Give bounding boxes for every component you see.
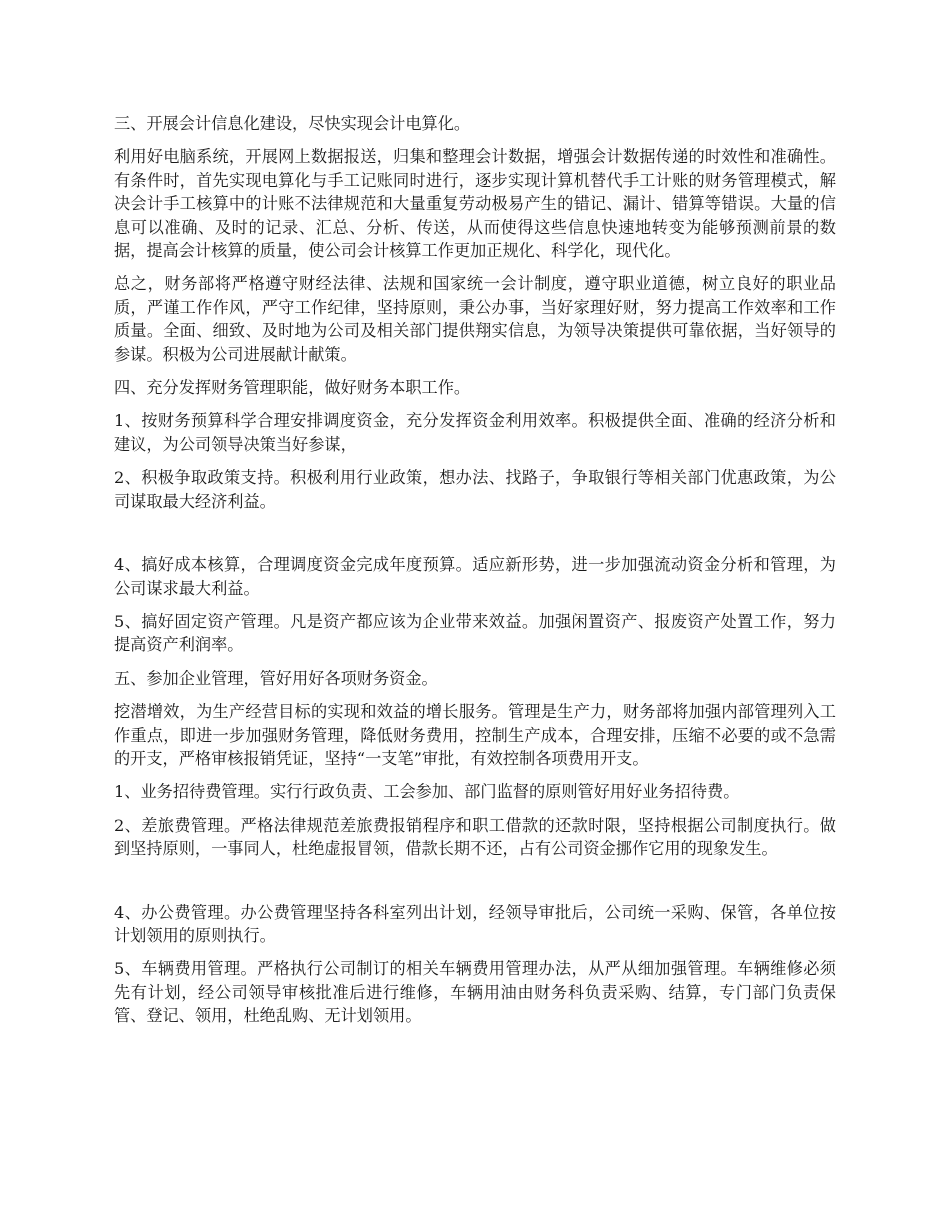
paragraph: 总之，财务部将严格遵守财经法律、法规和国家统一会计制度，遵守职业道德，树立良好的职业品质，严谨工作作风，严守工作纪律，坚持原则，秉公办事，当好家理好财，努力提高工作效率和工作质量。全面、细致、及时地为公司及相关部门提供翔实信息，为领导决策提供可靠依据，当好领导的参谋。积极为公司进展献计献策。 [114,274,836,364]
list-item: 2、差旅费管理。严格法律规范差旅费报销程序和职工借款的还款时限，坚持根据公司制度执行。做到坚持原则，一事同人，杜绝虚报冒领，借款长期不还，占有公司资金挪作它用的现象发生。 [114,815,836,859]
list-item: 2、积极争取政策支持。积极利用行业政策，想办法、找路子，争取银行等相关部门优惠政策，为公司谋取最大经济利益。 [114,468,836,511]
list-item: 1、业务招待费管理。实行行政负责、工会参加、部门监督的原则管好用好业务招待费。 [114,782,740,802]
list-item: 4、搞好成本核算，合理调度资金完成年度预算。适应新形势，进一步加强流动资金分析和管理，为公司谋求最大利益。 [114,555,836,598]
paragraph: 挖潜增效，为生产经营目标的实现和效益的增长服务。管理是生产力，财务部将加强内部管理列入工作重点，即进一步加强财务管理，降低财务费用，控制生产成本，合理安排，压缩不必要的或不急需的开支，严格审核报销凭证，坚持“一支笔”审批，有效控制各项费用开支。 [114,702,836,768]
section-heading-3: 三、开展会计信息化建设，尽快实现会计电算化。 [114,114,471,133]
blank-gap [114,523,836,553]
list-item: 5、车辆费用管理。严格执行公司制订的相关车辆费用管理办法，从严从细加强管理。车辆维修必须先有计划，经公司领导审核批准后进行维修，车辆用油由财务科负责采购、结算，专门部门负责保管、登记、领用，杜绝乱购、无计划领用。 [114,959,836,1026]
list-item: 4、办公费管理。办公费管理坚持各科室列出计划，经领导审批后，公司统一采购、保管，各单位按计划领用的原则执行。 [114,902,836,945]
blank-gap [114,871,836,901]
list-item: 1、按财务预算科学合理安排调度资金，充分发挥资金利用效率。积极提供全面、准确的经济分析和建议，为公司领导决策当好参谋， [114,411,836,454]
paragraph: 利用好电脑系统，开展网上数据报送，归集和整理会计数据，增强会计数据传递的时效性和准确性。有条件时，首先实现电算化与手工记账同时进行，逐步实现计算机替代手工计账的财务管理模式，解决会计手工核算中的计账不法律规范和大量重复劳动极易产生的错记、漏计、错算等错误。大量的信息可以准确、及时的记录、汇总、分析、传送，从而使得这些信息快速地转变为能够预测前景的数据，提高会计核算的质量，使公司会计核算工作更加正规化、科学化，现代化。 [114,147,836,261]
section-heading-5: 五、参加企业管理，管好用好各项财务资金。 [114,668,438,688]
document-page [114,112,836,1038]
section-heading-4: 四、充分发挥财务管理职能，做好财务本职工作。 [114,378,471,398]
list-item: 5、搞好固定资产管理。凡是资产都应该为企业带来效益。加强闲置资产、报废资产处置工作，努力提高资产利润率。 [114,611,836,655]
